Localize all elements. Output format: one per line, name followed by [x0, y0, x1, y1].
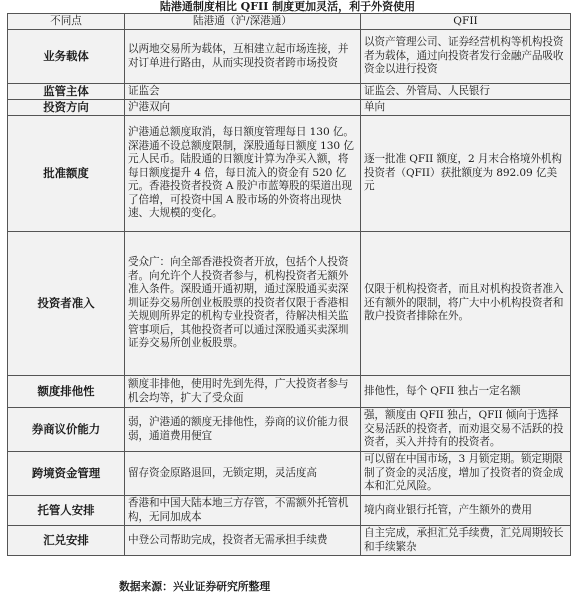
qfii-cell: 逐一批准 QFII 额度，2 月末合格境外机构投资者（QFII）获批额度为 892.09 亿美元: [361, 116, 571, 232]
table-row: [8, 30, 571, 84]
row-label: 汇兑安排: [8, 526, 125, 556]
connect-cell: 额度非排他，使用时先到先得，广大投资者参与机会均等，扩大了受众面: [125, 376, 361, 408]
header-qfii: QFII: [361, 14, 571, 30]
connect-cell: 沪港通总额度取消，每日额度管理每日 130 亿。深港通不设总额度限制，深股通每日额度 130 亿元人民币。陆股通的日额度计算为净买入额，将每日额度提升 4 倍，每日流入的资金有 520 亿元。香港投资者投资 A 股沪市蓝筹股的渠道出现了倍增，可投资中国 A 股市场的外资将出现快速、大规模的变化。: [125, 116, 361, 232]
comparison-table: [7, 13, 571, 556]
qfii-cell: 境内商业银行托管，产生额外的费用: [361, 496, 571, 526]
row-label: 额度排他性: [8, 376, 125, 408]
table-row: [8, 84, 571, 100]
connect-cell: 受众广：向全部香港投资者开放，包括个人投资者。向允许个人投资者参与，机构投资者无额外准入条件。深股通开通初期，通过深股通买卖深圳证券交易所创业板股票的投资者仅限于香港相关规则所界定的机构专业投资者，待解决相关监管事项后，其他投资者可以通过深股通买卖深圳证券交易所创业板股票。: [125, 232, 361, 376]
table-row: [8, 526, 571, 556]
row-label: 投资方向: [8, 100, 125, 116]
header-row: [8, 14, 571, 30]
source-note: 数据来源：兴业证券研究所整理: [119, 580, 271, 593]
connect-cell: 香港和中国大陆本地三方存管，不需额外托管机构，无同加成本: [125, 496, 361, 526]
connect-cell: 证监会: [125, 84, 361, 100]
table-row: [8, 116, 571, 232]
row-label: 投资者准入: [8, 232, 125, 376]
row-label: 业务载体: [8, 30, 125, 84]
row-label: 跨境资金管理: [8, 452, 125, 496]
qfii-cell: 仅限于机构投资者，而且对机构投资者准入还有额外的限制，将广大中小机构投资者和散户投资者排除在外。: [361, 232, 571, 376]
row-label: 批准额度: [8, 116, 125, 232]
row-label: 监管主体: [8, 84, 125, 100]
table-row: [8, 100, 571, 116]
header-connect: 陆港通（沪/深港通）: [125, 14, 361, 30]
qfii-cell: 自主完成，承担汇兑手续费，汇兑周期较长和手续繁杂: [361, 526, 571, 556]
qfii-cell: 以资产管理公司、证券经营机构等机构投资者为载体，通过向投资者发行金融产品吸收资金以进行投资: [361, 30, 571, 84]
table-row: [8, 232, 571, 376]
table-row: [8, 452, 571, 496]
table-row: [8, 496, 571, 526]
connect-cell: 中登公司帮助完成，投资者无需承担手续费: [125, 526, 361, 556]
qfii-cell: 强，额度由 QFII 独占，QFII 倾向于选择交易活跃的投资者，而劝退交易不活跃的投资者，买入并持有的投资者。: [361, 408, 571, 452]
connect-cell: 弱，沪港通的额度无排他性，券商的议价能力很弱，通道费用便宜: [125, 408, 361, 452]
table-row: [8, 408, 571, 452]
row-label: 托管人安排: [8, 496, 125, 526]
header-difference: 不同点: [8, 14, 125, 30]
qfii-cell: 可以留在中国市场，3 月锁定期。锁定期限制了资金的灵活度，增加了投资者的资金成本和汇兑风险。: [361, 452, 571, 496]
qfii-cell: 排他性，每个 QFII 独占一定名额: [361, 376, 571, 408]
connect-cell: 沪港双向: [125, 100, 361, 116]
qfii-cell: 证监会、外管局、人民银行: [361, 84, 571, 100]
connect-cell: 以两地交易所为载体，互相建立起市场连接，并对订单进行路由，从而实现投资者跨市场投资: [125, 30, 361, 84]
qfii-cell: 单向: [361, 100, 571, 116]
connect-cell: 留存资金原路退回，无锁定期，灵活度高: [125, 452, 361, 496]
row-label: 券商议价能力: [8, 408, 125, 452]
table-title: 陆港通制度相比 QFII 制度更加灵活，利于外资使用: [159, 0, 416, 13]
table-row: [8, 376, 571, 408]
